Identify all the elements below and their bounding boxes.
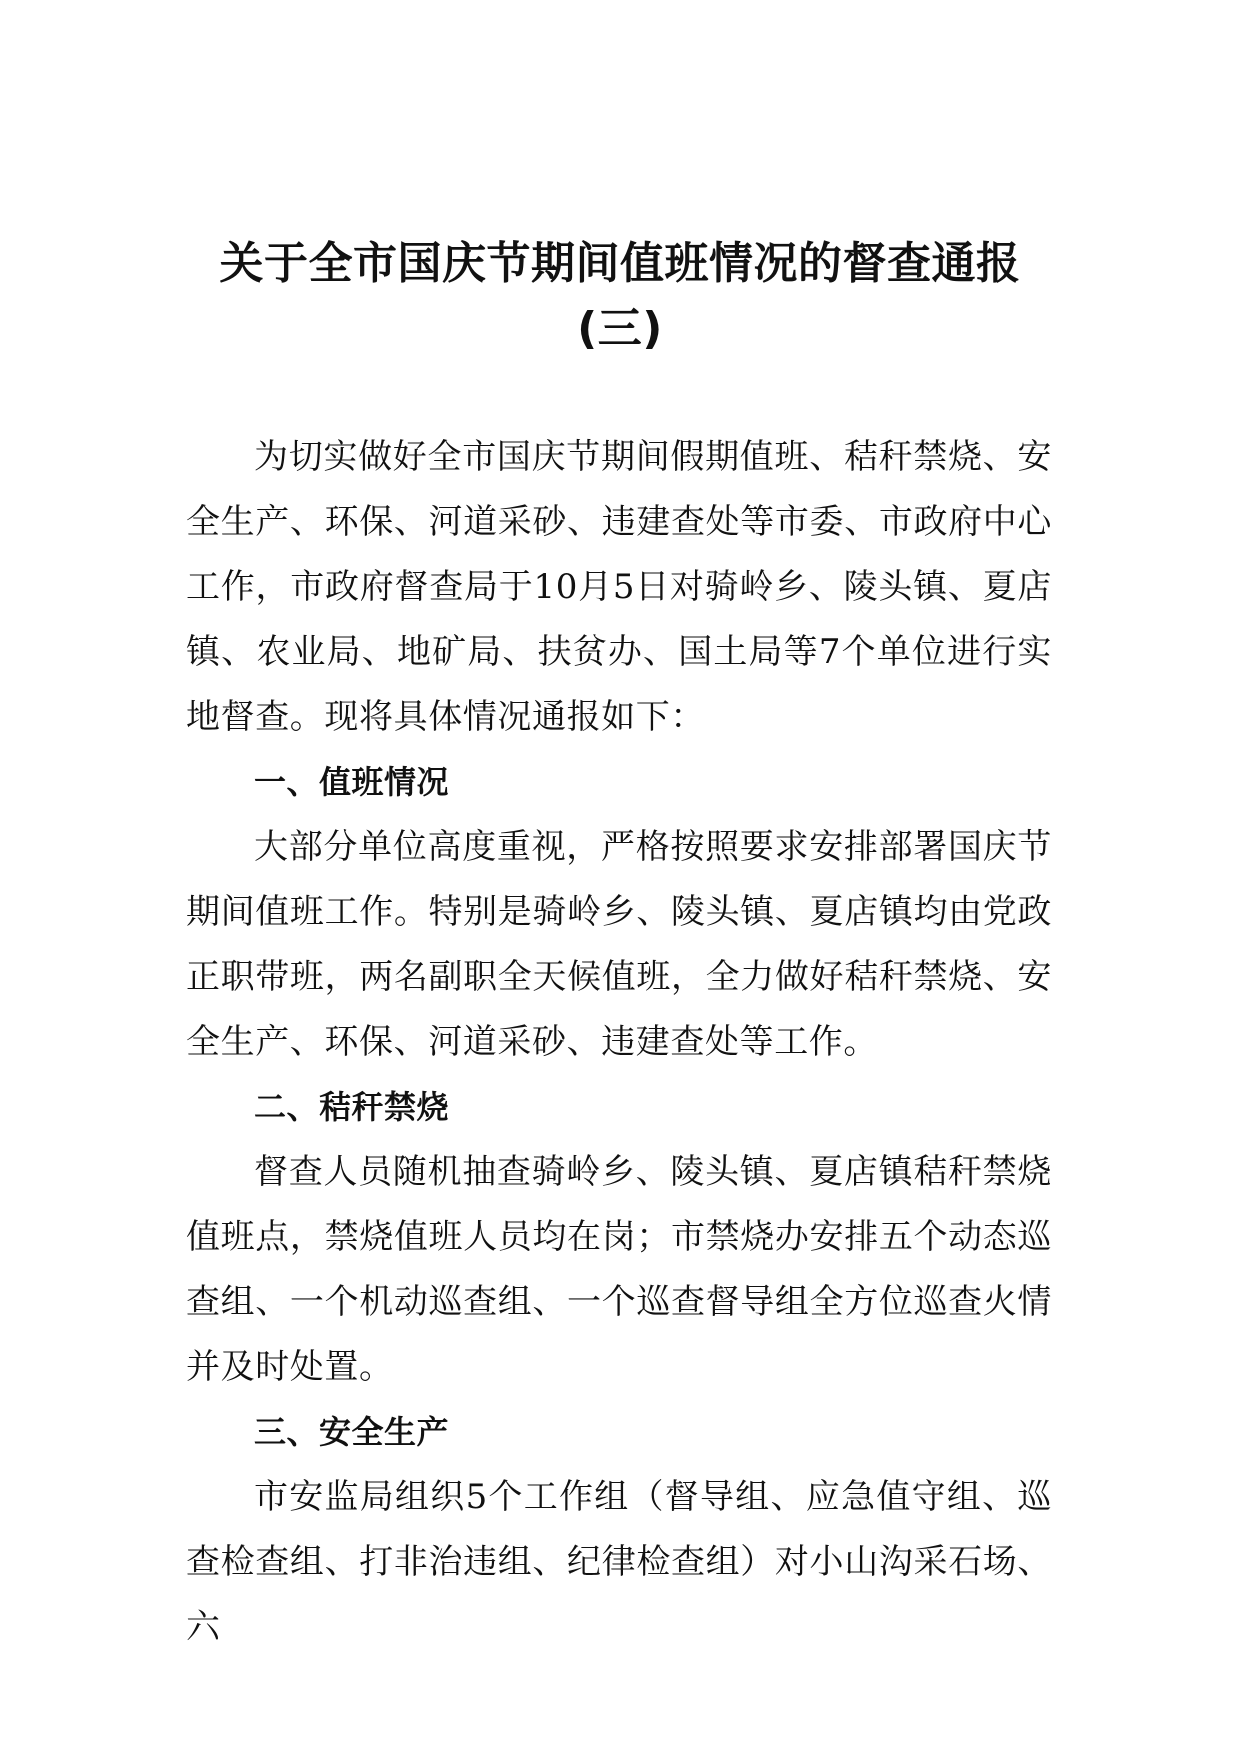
section-text-straw-burning: 督查人员随机抽查骑岭乡、陵头镇、夏店镇秸秆禁烧值班点，禁烧值班人员均在岗；市禁烧办安排五个动态巡查组、一个机动巡查组、一个巡查督导组全方位巡查火情并及时处置。 [186, 1152, 1052, 1387]
document-title-number: (三) [577, 303, 663, 354]
section-heading-duty: 一、值班情况 [254, 763, 450, 801]
section-text-safety: 市安监局组织5个工作组（督导组、应急值守组、巡查检查组、打非治违组、纪律检查组）对小山沟采石场、六 [186, 1477, 1052, 1647]
section-heading-straw-burning: 二、秸秆禁烧 [254, 1088, 450, 1126]
intro-paragraph: 为切实做好全市国庆节期间假期值班、秸秆禁烧、安全生产、环保、河道采砂、违建查处等市委、市政府中心工作，市政府督查局于10月5日对骑岭乡、陵头镇、夏店镇、农业局、地矿局、扶贫办、国土局等7个单位进行实地督查。现将具体情况通报如下： [186, 437, 1052, 737]
document-body [186, 425, 1052, 1660]
section-heading-safety: 三、安全生产 [254, 1413, 450, 1451]
document-title: 关于全市国庆节期间值班情况的督查通报 [219, 238, 1021, 289]
section-text-duty: 大部分单位高度重视，严格按照要求安排部署国庆节期间值班工作。特别是骑岭乡、陵头镇、夏店镇均由党政正职带班，两名副职全天候值班，全力做好秸秆禁烧、安全生产、环保、河道采砂、违建查处等工作。 [186, 827, 1052, 1062]
